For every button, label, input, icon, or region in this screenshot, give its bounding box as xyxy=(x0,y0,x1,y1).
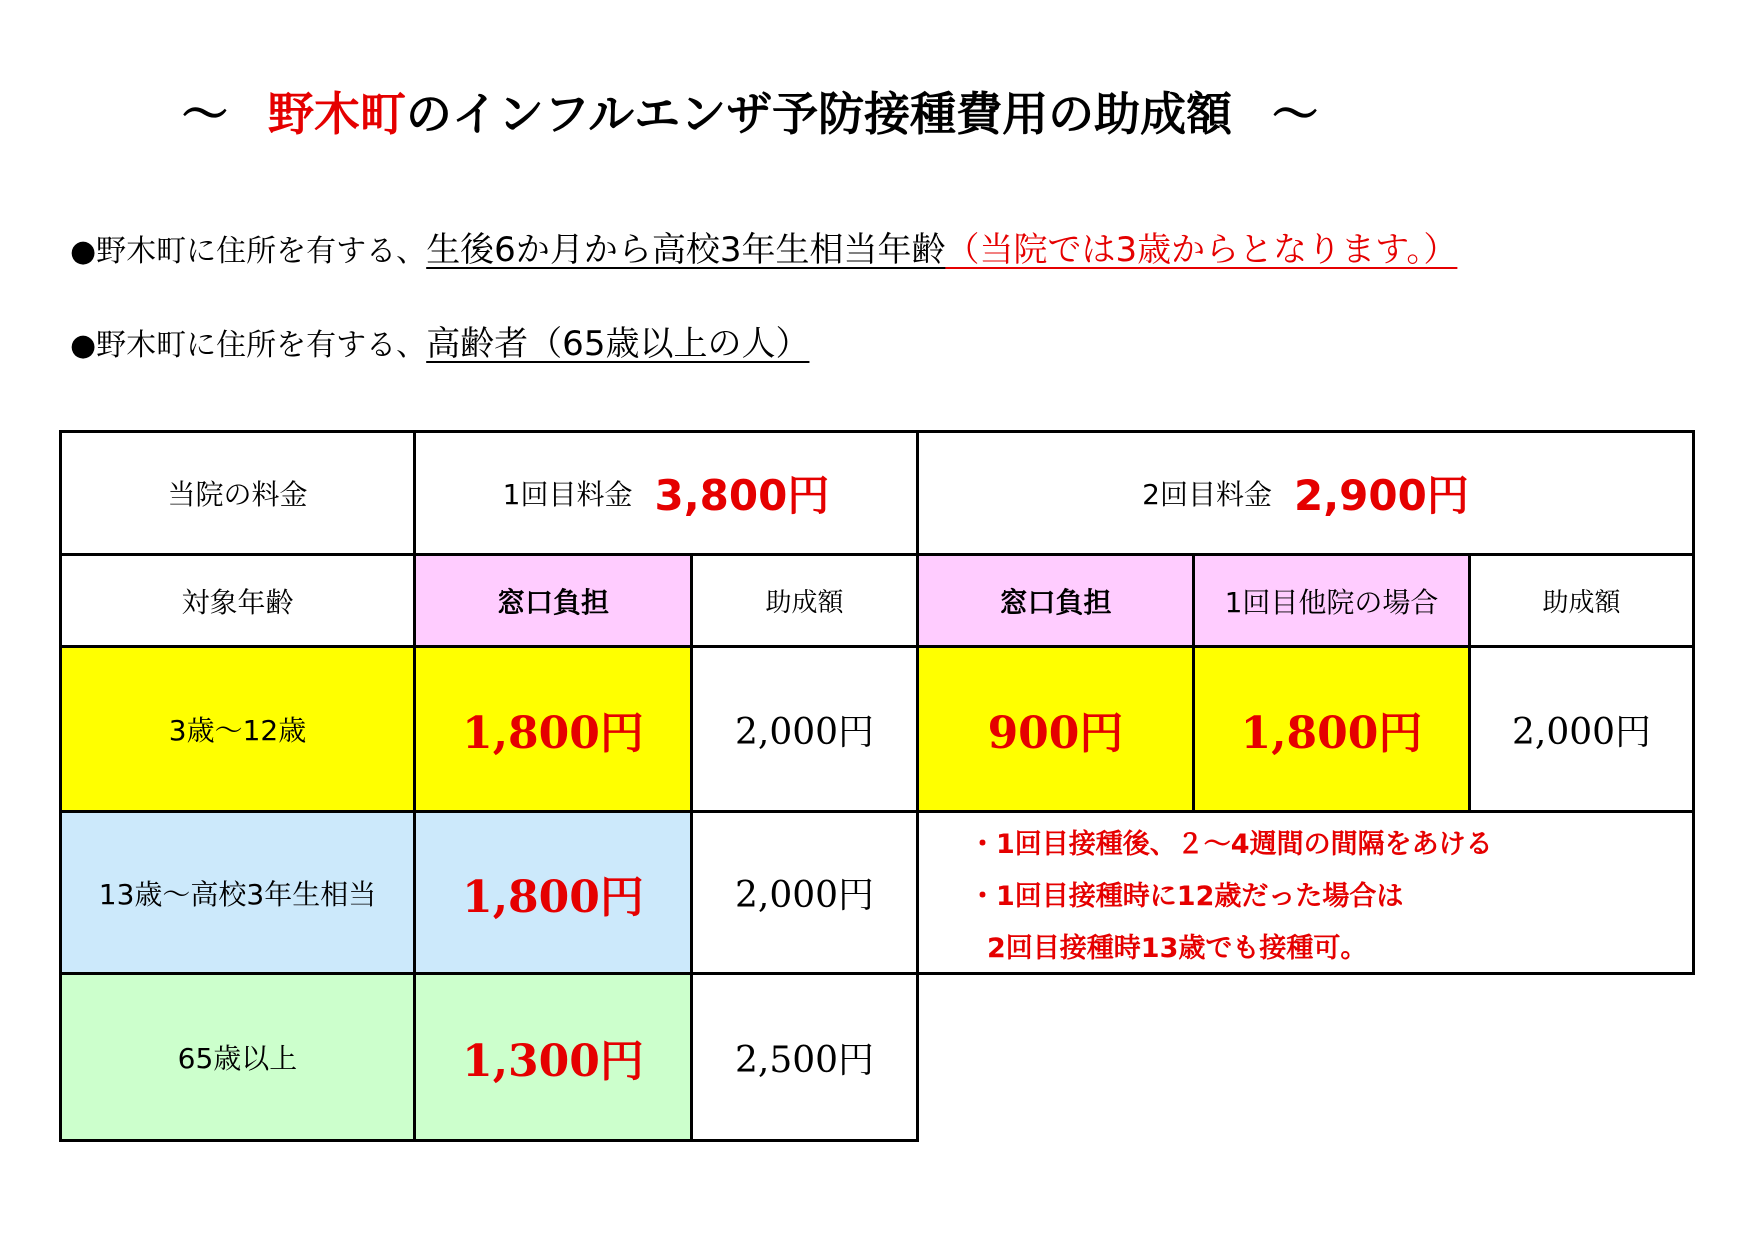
title-town: 野木町 xyxy=(267,87,406,141)
condition-children xyxy=(70,222,1457,271)
header-second-fee xyxy=(916,430,1695,556)
second-fee-label: 2回目料金 xyxy=(1142,478,1272,511)
col-window-1 xyxy=(413,553,693,648)
age-label: 13歳～高校3年生相当 xyxy=(98,877,377,911)
col-subsidy-2 xyxy=(1468,553,1695,648)
col-window-2-label: 窓口負担 xyxy=(999,585,1112,619)
table-row-age xyxy=(59,645,416,813)
row2-window1 xyxy=(413,810,693,975)
condition-target: 高齢者（65歳以上の人） xyxy=(426,324,810,364)
row1-window2 xyxy=(916,645,1195,813)
title-tilde-right: ～ xyxy=(1272,87,1319,141)
row3-subsidy1 xyxy=(690,972,919,1142)
col-subsidy-1-label: 助成額 xyxy=(765,588,844,618)
condition-elderly xyxy=(70,316,809,365)
col-window-2 xyxy=(916,553,1195,648)
subsidy-value: 2,000円 xyxy=(734,875,875,916)
note-interval: ・1回目接種後、２～4週間の間隔をあける xyxy=(969,829,1493,860)
row2-subsidy1 xyxy=(690,810,919,975)
notes-box xyxy=(916,810,1695,975)
col-other-clinic xyxy=(1192,553,1471,648)
condition-target: 生後6か月から高校3年生相当年齢 xyxy=(426,230,946,270)
age-label: 65歳以上 xyxy=(177,1042,298,1075)
row1-subsidy2 xyxy=(1468,645,1695,813)
col-subsidy-2-label: 助成額 xyxy=(1542,588,1621,618)
first-fee-label: 1回目料金 xyxy=(502,478,633,511)
table-row-age xyxy=(59,972,416,1142)
condition-prefix: ●野木町に住所を有する、 xyxy=(70,234,427,269)
row1-other-clinic xyxy=(1192,645,1471,813)
note-age-13: 2回目接種時13歳でも接種可。 xyxy=(987,933,1368,964)
header-clinic-fee xyxy=(59,430,416,556)
first-fee-value: 3,800円 xyxy=(654,471,830,520)
window-fee-value: 1,800円 xyxy=(462,708,644,759)
window-fee-value: 1,800円 xyxy=(462,871,644,923)
col-age-label: 対象年齢 xyxy=(181,585,294,619)
title-rest: のインフルエンザ予防接種費用の助成額 xyxy=(405,87,1233,141)
row1-subsidy1 xyxy=(690,645,919,813)
col-age xyxy=(59,553,416,648)
subsidy-value: 2,500円 xyxy=(734,1039,875,1081)
header-clinic-fee-label: 当院の料金 xyxy=(167,478,308,511)
window-fee-value: 900円 xyxy=(987,708,1124,759)
col-other-clinic-label: 1回目他院の場合 xyxy=(1224,585,1439,619)
window-fee-value: 1,300円 xyxy=(462,1036,644,1087)
page-title xyxy=(0,78,1500,144)
title-tilde-left: ～ xyxy=(181,87,228,141)
second-fee-value: 2,900円 xyxy=(1293,471,1469,520)
other-clinic-fee-value: 1,800円 xyxy=(1240,708,1423,759)
note-age-12: ・1回目接種時に12歳だった場合は xyxy=(969,881,1404,912)
subsidy-value: 2,000円 xyxy=(1511,711,1652,753)
condition-note: （当院では3歳からとなります。） xyxy=(945,230,1458,270)
subsidy-value: 2,000円 xyxy=(734,711,875,753)
age-label: 3歳～12歳 xyxy=(168,714,307,747)
col-window-1-label: 窓口負担 xyxy=(496,585,609,619)
table-row-age xyxy=(59,810,416,975)
col-subsidy-1 xyxy=(690,553,919,648)
condition-prefix: ●野木町に住所を有する、 xyxy=(70,328,427,363)
row3-window1 xyxy=(413,972,693,1142)
header-first-fee xyxy=(413,430,919,556)
row1-window1 xyxy=(413,645,693,813)
